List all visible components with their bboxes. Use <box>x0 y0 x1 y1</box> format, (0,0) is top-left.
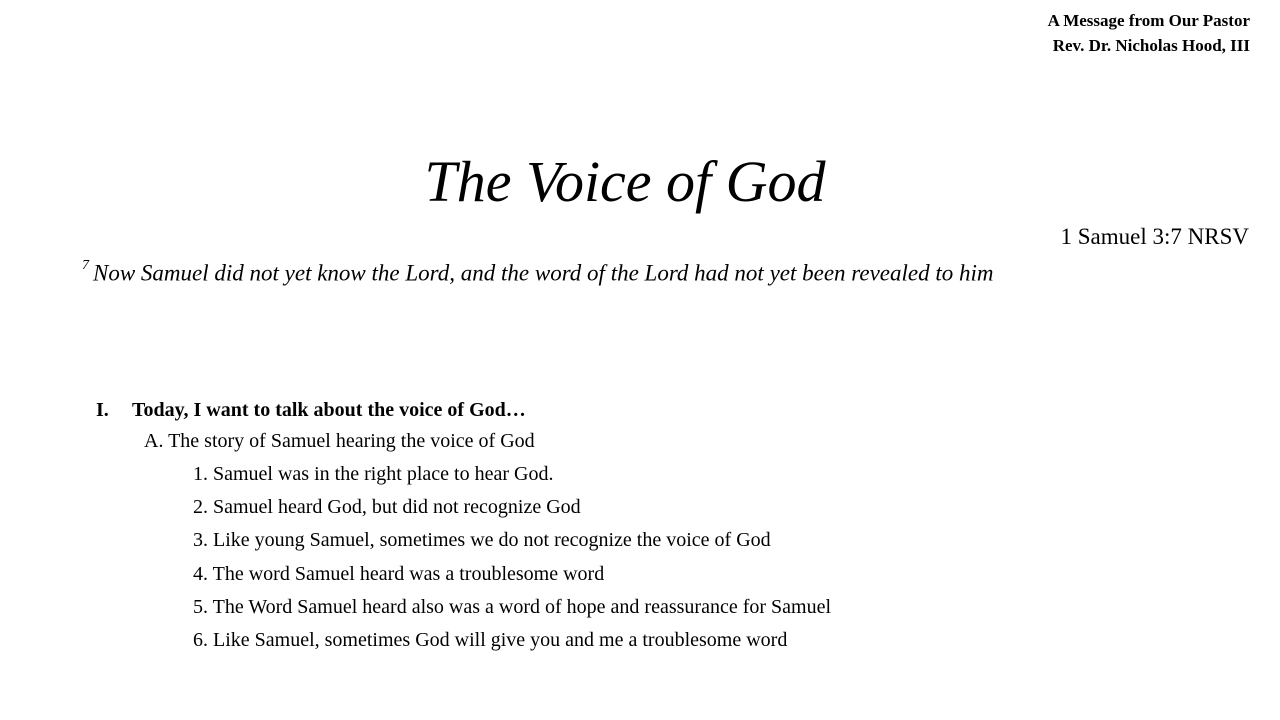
sermon-title: The Voice of God <box>424 149 826 214</box>
verse-text: Now Samuel did not yet know the Lord, and the word of the Lord had not yet been revealed to him <box>93 260 994 286</box>
outline-point: 5. The Word Samuel heard also was a word of hope and reassurance for Samuel <box>193 595 832 618</box>
outline-point: 1. Samuel was in the right place to hear God. <box>193 463 554 485</box>
outline-points <box>96 459 1246 658</box>
scripture-verse <box>82 253 994 290</box>
byline-pastor-name: Rev. Dr. Nicholas Hood, III <box>1052 36 1250 55</box>
outline-point: 6. Like Samuel, sometimes God will give you and me a troublesome word <box>193 628 788 651</box>
verse-number: 7 <box>82 258 89 273</box>
outline-point: 3. Like young Samuel, sometimes we do not recognize the voice of God <box>193 529 771 552</box>
outline-point: 2. Samuel heard God, but did not recognize God <box>193 496 581 519</box>
outline-point: 4. The word Samuel heard was a troublesome word <box>193 562 605 585</box>
outline-subsection: A. The story of Samuel hearing the voice of God <box>144 430 535 452</box>
outline-section <box>96 395 1246 426</box>
scripture-reference: 1 Samuel 3:7 NRSV <box>1060 224 1249 249</box>
sermon-outline <box>96 395 1246 658</box>
byline-message: A Message from Our Pastor <box>1047 11 1250 30</box>
section-numeral: I. <box>96 399 109 421</box>
section-text: Today, I want to talk about the voice of God… <box>132 399 526 421</box>
pastor-byline <box>1048 8 1250 58</box>
